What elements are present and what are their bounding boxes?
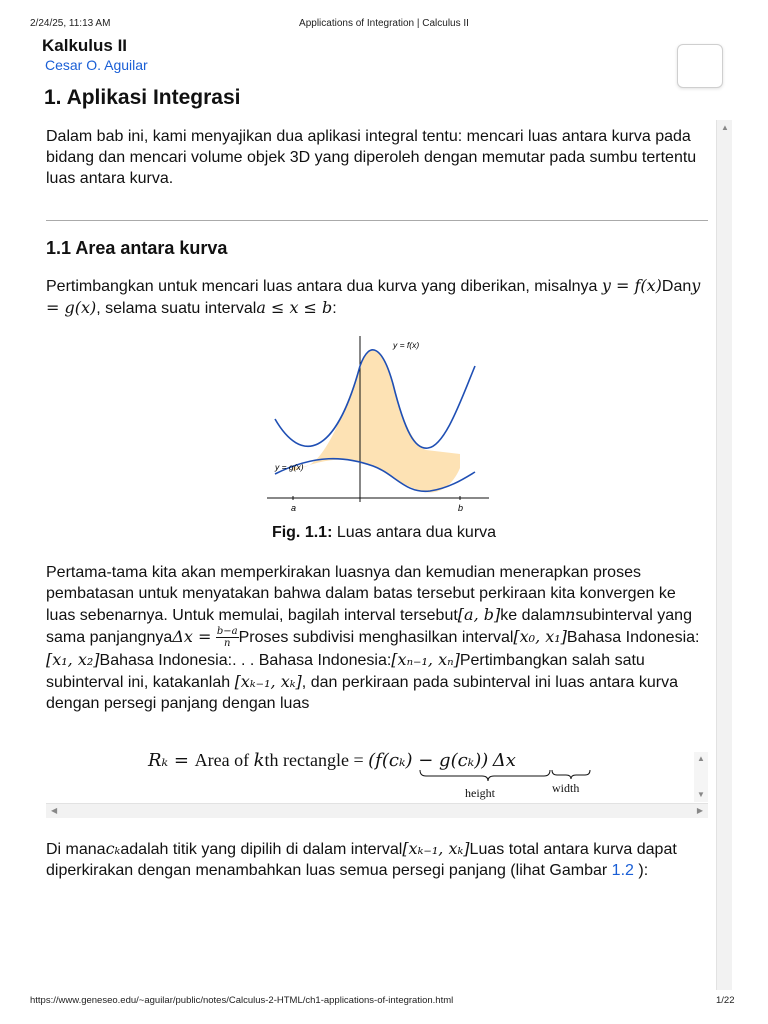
area-between-curves-figure bbox=[265, 334, 491, 516]
area-fill bbox=[293, 350, 460, 493]
math-inline: [x₁, x₂] bbox=[46, 650, 100, 670]
text: , dan perkiraan pada subinterval ini luas antara kurva dengan persegi panjang dengan luas bbox=[46, 674, 679, 713]
eq-scroll-down-icon[interactable]: ▼ bbox=[697, 790, 705, 799]
fraction-numerator: b−a bbox=[216, 626, 238, 638]
text: : bbox=[332, 300, 337, 317]
equation-vertical-scrollbar[interactable] bbox=[694, 752, 708, 802]
math-inline: a ≤ x ≤ b bbox=[256, 298, 333, 317]
math-inline: [xₖ₋₁, xₖ] bbox=[402, 839, 470, 858]
text: Pertimbangkan salah satu subinterval ini, katakanlah bbox=[46, 652, 645, 692]
text: , selama suatu interval bbox=[96, 300, 257, 317]
figure-reference-link[interactable]: 1.2 bbox=[611, 862, 634, 879]
equation-horizontal-scrollbar[interactable] bbox=[46, 803, 708, 818]
menu-button[interactable] bbox=[677, 44, 723, 88]
height-brace bbox=[420, 770, 550, 781]
figure-caption bbox=[0, 524, 768, 542]
tick-label-b: b bbox=[458, 503, 464, 513]
width-label: width bbox=[552, 781, 580, 795]
math-inline: n bbox=[565, 605, 576, 624]
width-brace bbox=[552, 770, 590, 779]
print-datetime: 2/24/25, 11:13 AM bbox=[30, 18, 111, 29]
print-page-title: Applications of Integration | Calculus II bbox=[299, 18, 469, 29]
caption-number: Fig. 1.1: bbox=[271, 524, 333, 541]
height-label: height bbox=[465, 786, 495, 800]
eq-k: k bbox=[253, 750, 265, 771]
section-divider bbox=[46, 220, 708, 221]
text: Bahasa Indonesia:. . . Bahasa Indonesia: bbox=[99, 652, 392, 670]
scroll-left-arrow-icon[interactable]: ◀ bbox=[51, 806, 58, 815]
eq-height-expr: (f(cₖ) − g(cₖ)) bbox=[368, 750, 489, 771]
text: Luas total antara kurva dapat diperkirakan dengan menambahkan luas semua persegi panjang (lihat Gambar bbox=[46, 841, 677, 879]
label-g: y = g(x) bbox=[275, 462, 304, 472]
math-inline: Δx = bbox=[172, 627, 212, 646]
math-inline: [x₀, x₁] bbox=[513, 627, 567, 646]
label-f: y = f(x) bbox=[393, 340, 420, 350]
print-url: https://www.geneseo.edu/~aguilar/public/notes/Calculus-2-HTML/ch1-applications-of-integration.html bbox=[30, 995, 454, 1006]
fraction bbox=[216, 626, 239, 649]
scroll-right-arrow-icon[interactable]: ▶ bbox=[696, 806, 703, 815]
math-inline: cₖ bbox=[105, 839, 121, 858]
site-title[interactable]: Kalkulus II bbox=[42, 36, 128, 55]
section-title: 1.1 Area antara kurva bbox=[46, 238, 228, 258]
paragraph-1 bbox=[46, 275, 706, 319]
paragraph-2 bbox=[46, 562, 706, 714]
text: Pertimbangkan untuk mencari luas antara dua kurva yang diberikan, misalnya bbox=[46, 278, 598, 295]
text: Bahasa Indonesia: bbox=[566, 629, 700, 646]
text: adalah titik yang dipilih di dalam interval bbox=[120, 841, 403, 858]
text: ke dalam bbox=[500, 607, 566, 624]
math-inline: y = g(x) bbox=[46, 276, 701, 317]
caption-text: Luas antara dua kurva bbox=[332, 524, 497, 541]
eq-width-expr: Δx bbox=[492, 750, 516, 771]
text: subinterval yang sama panjangnya bbox=[46, 607, 692, 646]
text: Dan bbox=[661, 278, 692, 295]
chapter-title: 1. Aplikasi Integrasi bbox=[44, 86, 241, 109]
text: Di mana bbox=[46, 841, 106, 858]
eq-th: th rectangle = bbox=[264, 750, 369, 770]
eq-lhs: Rₖ = bbox=[148, 750, 195, 771]
paragraph-3 bbox=[46, 838, 706, 881]
math-inline: [xₖ₋₁, xₖ] bbox=[234, 672, 302, 692]
eq-scroll-up-icon[interactable]: ▲ bbox=[697, 754, 705, 763]
text: ): bbox=[633, 862, 649, 879]
scroll-up-arrow-icon[interactable]: ▲ bbox=[721, 123, 729, 132]
content-scrollbar[interactable] bbox=[716, 120, 732, 990]
intro-paragraph: Dalam bab ini, kami menyajikan dua aplikasi integral tentu: mencari luas antara kurva pada bidang dan mencari volume objek 3D yang diperoleh dengan memutar pada sumbu tertentu luas antara kurva. bbox=[46, 128, 697, 187]
eq-area: Area of bbox=[194, 750, 254, 770]
fraction-denominator: n bbox=[223, 638, 231, 650]
tick-label-a: a bbox=[291, 503, 297, 513]
author-link[interactable]: Cesar O. Aguilar bbox=[45, 57, 148, 73]
underbraces bbox=[46, 744, 708, 804]
text: Proses subdivisi menghasilkan interval bbox=[238, 629, 514, 646]
text: Pertama-tama kita akan memperkirakan luasnya dan kemudian menerapkan proses pembatasan untuk menyatakan bahwa dalam batas tersebut perkiraan kita konvergen ke luas sebenarnya. Untuk memulai, bagilah interval tersebut bbox=[46, 564, 676, 624]
math-inline: y = f(x) bbox=[601, 276, 662, 295]
math-inline: [xₙ₋₁, xₙ] bbox=[391, 650, 460, 670]
print-page-number: 1/22 bbox=[716, 995, 735, 1006]
math-inline: [a, b] bbox=[457, 605, 501, 624]
